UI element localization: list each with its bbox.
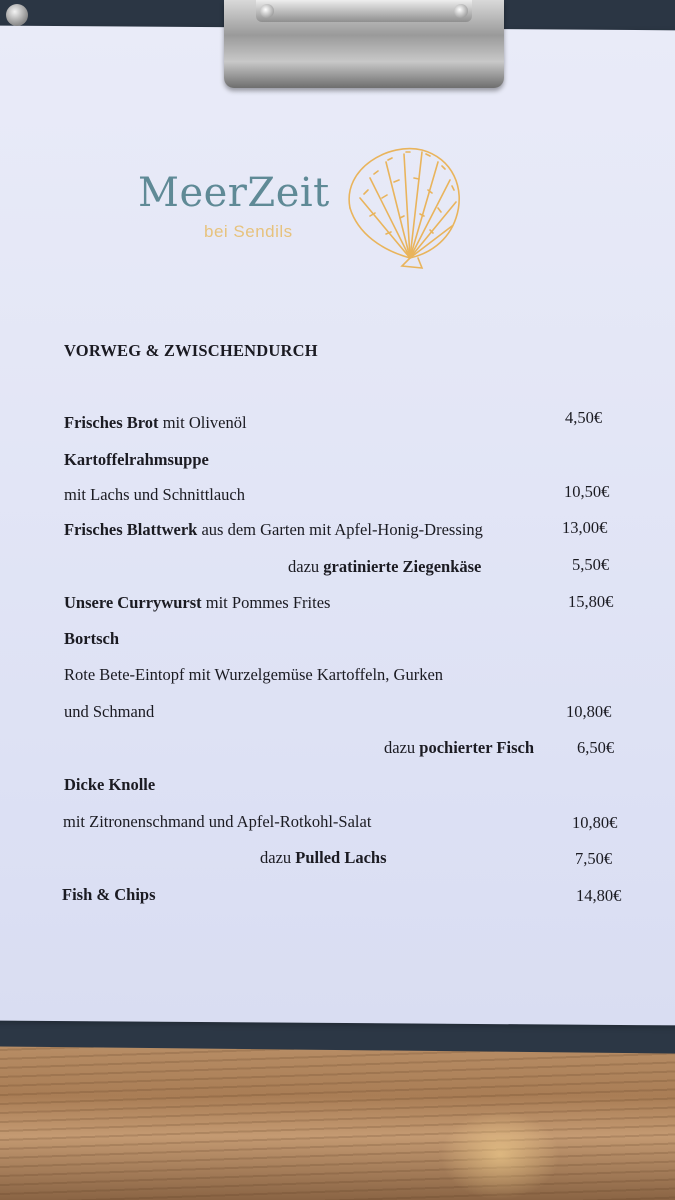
menu-item-price: 6,50€: [577, 738, 615, 757]
menu-item-description: und Schmand: [64, 702, 155, 721]
menu-item-price: 5,50€: [572, 555, 610, 574]
clipboard-clip: [224, 0, 504, 88]
scallop-shell-icon: [330, 138, 466, 270]
menu-item-addon: dazu Pulled Lachs: [260, 848, 387, 867]
menu-item-name: Unsere Currywurst mit Pommes Frites: [64, 593, 331, 612]
menu-item-price: 14,80€: [576, 886, 622, 905]
menu-item-name: Kartoffelrahmsuppe: [64, 450, 209, 469]
menu-item-addon: dazu pochierter Fisch: [384, 738, 534, 757]
screw-icon: [454, 4, 468, 18]
menu-item-price: 4,50€: [565, 408, 603, 427]
menu-item-description: mit Zitronenschmand und Apfel-Rotkohl-Salat: [63, 812, 372, 831]
screw-icon: [260, 4, 274, 18]
wooden-table: [0, 1040, 675, 1200]
menu-item-name: Frisches Blattwerk aus dem Garten mit Apfel-Honig-Dressing: [64, 520, 483, 539]
tack-icon: [6, 4, 28, 26]
menu-item-price: 10,50€: [564, 482, 610, 501]
menu-item-name: Bortsch: [64, 629, 119, 648]
menu-item-addon: dazu gratinierte Ziegenkäse: [288, 557, 482, 576]
light-reflection: [440, 1110, 560, 1200]
menu-item-price: 7,50€: [575, 849, 613, 868]
menu-item-price: 10,80€: [572, 813, 618, 832]
menu-item-name: Frisches Brot mit Olivenöl: [64, 413, 247, 432]
menu-item-price: 13,00€: [562, 518, 608, 537]
section-title: VORWEG & ZWISCHENDURCH: [64, 341, 318, 360]
menu-item-price: 15,80€: [568, 592, 614, 611]
logo-title: MeerZeit: [138, 170, 330, 216]
menu-item-description: mit Lachs und Schnittlauch: [64, 485, 246, 504]
menu-item-name: Fish & Chips: [62, 885, 156, 904]
menu-item-name: Dicke Knolle: [64, 775, 156, 794]
menu-item-price: 10,80€: [566, 702, 612, 721]
menu-item-description: Rote Bete-Eintopf mit Wurzelgemüse Kartoffeln, Gurken: [64, 665, 444, 684]
logo-subtitle: bei Sendils: [204, 222, 293, 241]
